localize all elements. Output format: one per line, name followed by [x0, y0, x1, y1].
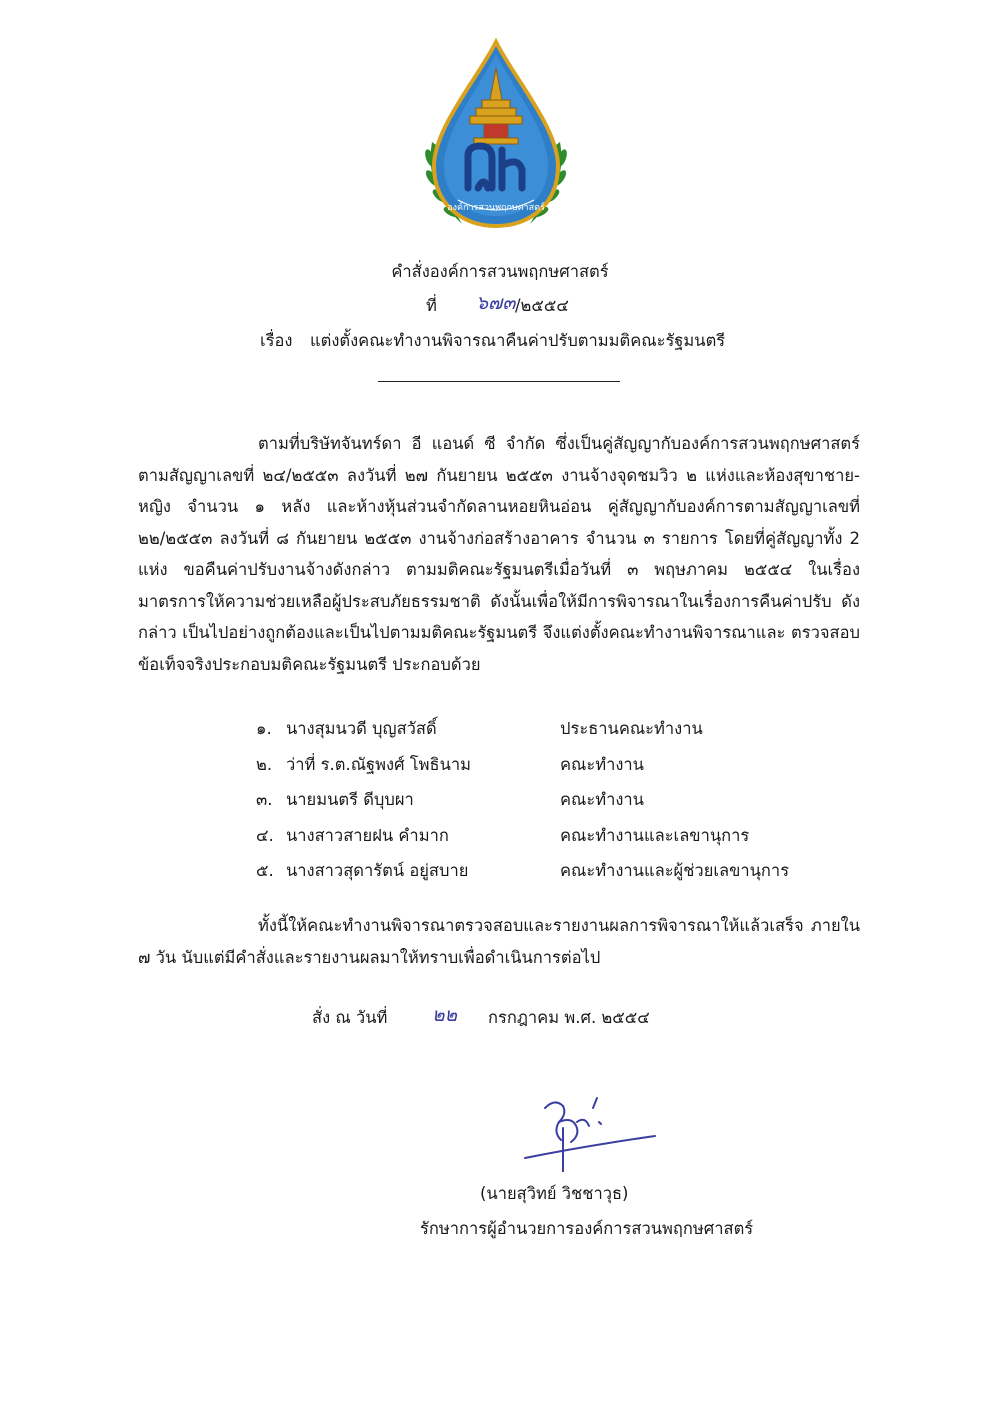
order-date-month-year: กรกฎาคม พ.ศ. ๒๕๕๔ — [488, 1008, 650, 1027]
body-paragraph-2 — [138, 910, 860, 973]
subject-label: เรื่อง — [260, 331, 293, 350]
member-row — [256, 856, 856, 886]
paragraph-1-text: ตามที่บริษัทจันทร์ดา อี แอนด์ ซี จำกัด ซึ่งเป็นคู่สัญญากับองค์การสวนพฤกษศาสตร์ ตามสัญญาเลขที่ ๒๔/๒๕๕๓ ลงวันที่ ๒๗ กันยายน ๒๕๕๓ งานจ้างจุดชมวิว ๒ แห่งและห้องสุขาชาย-หญิง จำนวน ๑ หลัง และห้างหุ้นส่วนจำกัดลานหอยหินอ่อน คู่สัญญากับองค์การตามสัญญาเลขที่ ๒๒/๒๕๕๓ ลงวันที่ ๘ กันยายน ๒๕๕๓ งานจ้างก่อสร้างอาคาร จำนวน ๓ รายการ โดยที่คู่สัญญาทั้ง 2 แห่ง ขอคืนค่าปรับงานจ้างดังกล่าว ตามมติคณะรัฐมนตรีเมื่อวันที่ ๓ พฤษภาคม ๒๕๕๔ ในเรื่อง มาตรการให้ความช่วยเหลือผู้ประสบภัยธรรมชาติ ดังนั้นเพื่อให้มีการพิจารณาในเรื่องการคืนค่าปรับ ดังกล่าว เป็นไปอย่างถูกต้องและเป็นไปตามมติคณะรัฐมนตรี จึงแต่งตั้งคณะทำงานพิจารณาและ ตรวจสอบข้อเท็จจริงประกอบมติคณะรัฐมนตรี ประกอบด้วย — [138, 434, 860, 674]
order-number-handwritten: ๖๗๓ — [476, 292, 516, 314]
member-row — [256, 785, 856, 815]
organization-seal-logo — [418, 38, 574, 238]
member-role: คณะทำงาน — [560, 790, 644, 809]
member-number: ๕. — [256, 861, 274, 880]
member-row — [256, 821, 856, 851]
member-name: นายมนตรี ดีบุบผา — [286, 790, 414, 809]
handwritten-signature — [515, 1092, 665, 1172]
member-number: ๔. — [256, 826, 274, 845]
order-title: คำสั่งองค์การสวนพฤกษศาสตร์ — [391, 262, 609, 281]
order-number-label: ที่ — [426, 296, 437, 315]
member-name: ว่าที่ ร.ต.ณัฐพงศ์ โพธินาม — [286, 755, 472, 774]
subject-text: แต่งตั้งคณะทำงานพิจารณาคืนค่าปรับตามมติคณะรัฐมนตรี — [310, 331, 726, 350]
member-row — [256, 750, 856, 780]
signatory-name: (นายสุวิทย์ วิชชาวุธ) — [480, 1184, 629, 1203]
member-name: นางสุมนวดี บุญสวัสดิ์ — [286, 719, 437, 738]
signatory-position: รักษาการผู้อำนวยการองค์การสวนพฤกษศาสตร์ — [420, 1219, 754, 1238]
member-role: คณะทำงานและเลขานุการ — [560, 826, 750, 845]
member-number: ๑. — [256, 719, 272, 738]
header-divider — [378, 381, 620, 382]
member-name: นางสาวสุดารัตน์ อยู่สบาย — [286, 861, 469, 880]
order-date-day-handwritten: ๒๒ — [432, 1004, 458, 1026]
member-role: ประธานคณะทำงาน — [560, 719, 703, 738]
paragraph-2-text: ทั้งนี้ให้คณะทำงานพิจารณาตรวจสอบและรายงานผลการพิจารณาให้แล้วเสร็จ ภายใน ๗ วัน นับแต่มีคำสั่งและรายงานผลมาให้ทราบเพื่อดำเนินการต่อไป — [138, 916, 860, 967]
seal-lettering: องค์การสวนพฤกษศาสตร์ — [447, 203, 545, 213]
body-paragraph-1 — [138, 428, 860, 680]
order-number-year: /๒๕๕๔ — [515, 296, 569, 315]
member-role: คณะทำงาน — [560, 755, 644, 774]
member-name: นางสาวสายฝน คำมาก — [286, 826, 449, 845]
member-number: ๒. — [256, 755, 273, 774]
member-role: คณะทำงานและผู้ช่วยเลขานุการ — [560, 861, 790, 880]
member-row — [256, 714, 856, 744]
member-number: ๓. — [256, 790, 273, 809]
order-date-label: สั่ง ณ วันที่ — [312, 1008, 388, 1027]
